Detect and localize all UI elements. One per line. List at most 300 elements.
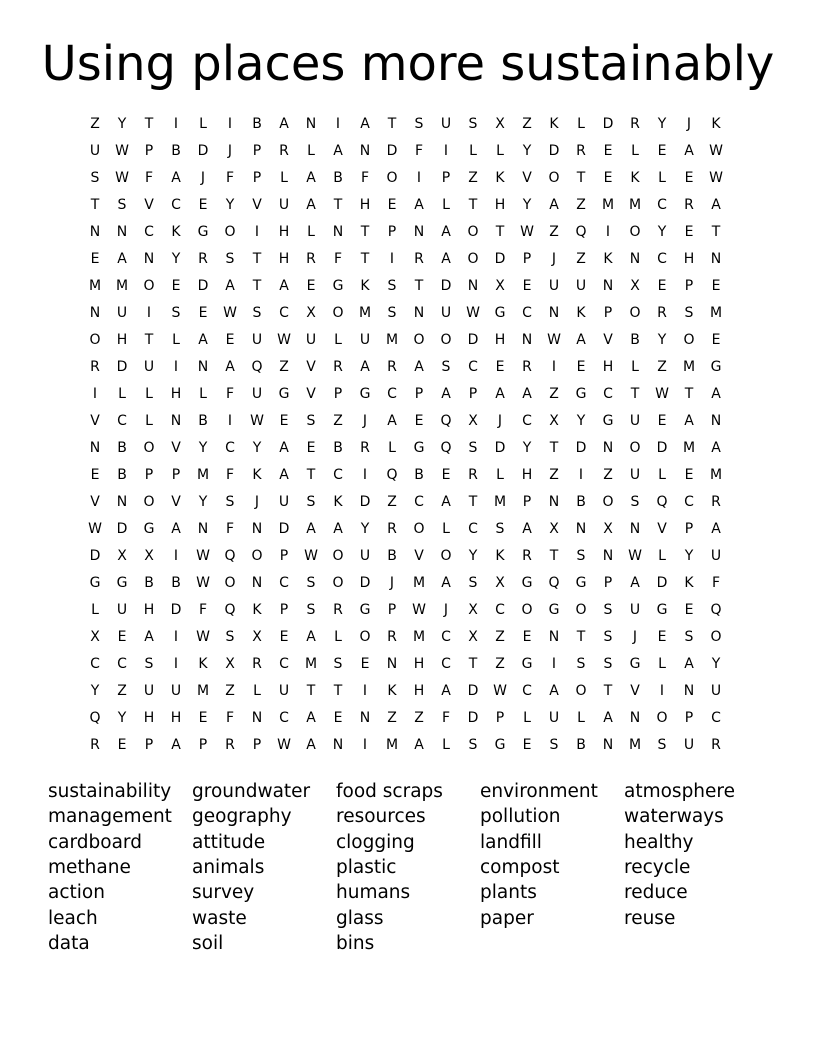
word-list-item: clogging: [336, 831, 415, 853]
grid-letter: S: [387, 305, 397, 321]
grid-letter: I: [362, 467, 368, 483]
grid-letter: G: [548, 602, 560, 618]
grid-letter: E: [684, 602, 694, 618]
word-list-item: waste: [192, 907, 247, 929]
grid-letter: L: [334, 629, 342, 645]
grid-letter: H: [170, 386, 182, 402]
grid-letter: E: [657, 278, 667, 294]
grid-letter: C: [279, 305, 289, 321]
grid-letter: O: [683, 332, 695, 348]
grid-letter: L: [658, 548, 666, 564]
grid-letter: P: [414, 386, 424, 402]
grid-letter: U: [251, 386, 263, 402]
grid-letter: A: [198, 332, 208, 348]
grid-letter: J: [362, 413, 368, 429]
grid-letter: D: [89, 548, 101, 564]
grid-letter: N: [197, 359, 209, 375]
grid-letter: O: [629, 224, 641, 240]
grid-letter: O: [332, 305, 344, 321]
grid-letter: A: [306, 170, 316, 186]
grid-letter: U: [683, 737, 695, 753]
grid-letter: H: [413, 656, 425, 672]
grid-letter: D: [170, 602, 182, 618]
grid-letter: O: [467, 224, 479, 240]
grid-row: [82, 408, 730, 435]
grid-letter: N: [89, 224, 101, 240]
grid-letter: Y: [198, 440, 208, 456]
grid-letter: O: [656, 710, 668, 726]
word-list-item: methane: [48, 856, 131, 878]
grid-letter: D: [494, 440, 506, 456]
grid-letter: E: [657, 413, 667, 429]
grid-letter: R: [225, 737, 235, 753]
grid-letter: U: [278, 494, 290, 510]
word-list-item: soil: [192, 932, 224, 954]
grid-letter: T: [360, 251, 370, 267]
grid-letter: S: [414, 116, 424, 132]
grid-letter: E: [603, 170, 613, 186]
word-list-item: recycle: [624, 856, 691, 878]
grid-letter: T: [144, 116, 154, 132]
grid-letter: F: [225, 710, 235, 726]
grid-letter: S: [576, 548, 586, 564]
grid-letter: Q: [656, 494, 668, 510]
grid-letter: A: [225, 278, 235, 294]
grid-letter: E: [441, 467, 451, 483]
grid-letter: L: [388, 440, 396, 456]
grid-letter: P: [333, 386, 343, 402]
grid-letter: S: [90, 170, 100, 186]
grid-row: [82, 165, 730, 192]
grid-letter: E: [198, 197, 208, 213]
grid-letter: L: [442, 737, 450, 753]
grid-letter: E: [90, 467, 100, 483]
grid-letter: Y: [252, 440, 262, 456]
grid-letter: M: [88, 278, 102, 294]
grid-letter: I: [335, 116, 341, 132]
grid-letter: E: [657, 629, 667, 645]
grid-row: [82, 246, 730, 273]
grid-letter: N: [629, 710, 641, 726]
grid-letter: P: [603, 575, 613, 591]
grid-letter: M: [385, 737, 399, 753]
grid-letter: U: [548, 278, 560, 294]
grid-letter: N: [629, 521, 641, 537]
grid-letter: W: [196, 629, 210, 645]
grid-letter: O: [575, 602, 587, 618]
grid-row: [82, 138, 730, 165]
grid-letter: P: [252, 170, 262, 186]
grid-letter: E: [495, 359, 505, 375]
grid-letter: P: [279, 602, 289, 618]
grid-letter: W: [115, 143, 129, 159]
word-list-item: healthy: [624, 831, 694, 853]
grid-letter: N: [467, 278, 479, 294]
grid-letter: Y: [171, 251, 181, 267]
grid-letter: C: [468, 359, 478, 375]
grid-letter: W: [709, 143, 723, 159]
grid-row: [82, 678, 730, 705]
grid-row: [82, 462, 730, 489]
word-list-item: plastic: [336, 856, 397, 878]
grid-letter: N: [710, 251, 722, 267]
grid-letter: G: [602, 413, 614, 429]
grid-letter: S: [225, 251, 235, 267]
grid-letter: D: [548, 143, 560, 159]
grid-letter: I: [173, 656, 179, 672]
grid-letter: G: [494, 737, 506, 753]
grid-letter: L: [469, 143, 477, 159]
grid-letter: Y: [360, 521, 370, 537]
grid-letter: S: [630, 494, 640, 510]
grid-letter: G: [197, 224, 209, 240]
grid-row: [82, 435, 730, 462]
grid-letter: G: [89, 575, 101, 591]
grid-letter: U: [278, 683, 290, 699]
grid-letter: N: [521, 332, 533, 348]
grid-letter: Q: [548, 575, 560, 591]
grid-letter: Y: [657, 116, 667, 132]
grid-letter: O: [710, 629, 722, 645]
grid-letter: R: [90, 737, 100, 753]
grid-letter: L: [442, 521, 450, 537]
grid-letter: A: [495, 386, 505, 402]
grid-row: [82, 543, 730, 570]
grid-letter: Q: [224, 548, 236, 564]
grid-letter: Z: [603, 467, 613, 483]
grid-letter: N: [89, 305, 101, 321]
grid-letter: X: [468, 602, 478, 618]
word-list-item: geography: [192, 806, 292, 828]
grid-letter: T: [549, 440, 559, 456]
grid-letter: P: [441, 170, 451, 186]
grid-letter: I: [92, 386, 98, 402]
grid-letter: I: [605, 224, 611, 240]
grid-letter: S: [549, 737, 559, 753]
grid-letter: W: [277, 332, 291, 348]
grid-letter: N: [89, 440, 101, 456]
grid-letter: M: [709, 305, 723, 321]
grid-letter: H: [278, 251, 290, 267]
grid-letter: P: [279, 548, 289, 564]
grid-letter: Z: [576, 251, 586, 267]
grid-letter: K: [549, 116, 559, 132]
grid-row: [82, 192, 730, 219]
grid-letter: J: [551, 251, 557, 267]
grid-letter: G: [521, 656, 533, 672]
grid-letter: N: [116, 494, 128, 510]
grid-letter: I: [659, 683, 665, 699]
grid-letter: Z: [117, 683, 127, 699]
grid-letter: S: [468, 575, 478, 591]
grid-letter: A: [117, 251, 127, 267]
grid-letter: M: [196, 683, 210, 699]
grid-letter: C: [468, 521, 478, 537]
grid-letter: W: [709, 170, 723, 186]
grid-letter: Q: [89, 710, 101, 726]
grid-letter: L: [307, 224, 315, 240]
grid-letter: G: [494, 305, 506, 321]
grid-letter: W: [88, 521, 102, 537]
grid-letter: E: [522, 737, 532, 753]
grid-letter: A: [441, 575, 451, 591]
grid-letter: P: [387, 224, 397, 240]
grid-letter: V: [603, 332, 613, 348]
grid-letter: T: [495, 224, 505, 240]
grid-letter: F: [333, 251, 343, 267]
grid-letter: G: [629, 656, 641, 672]
grid-letter: V: [630, 683, 640, 699]
word-list-item: reuse: [624, 907, 676, 929]
grid-letter: W: [412, 602, 426, 618]
grid-letter: A: [333, 143, 343, 159]
word-list-item: animals: [192, 856, 265, 878]
grid-letter: I: [551, 359, 557, 375]
grid-row: [82, 651, 730, 678]
grid-letter: W: [115, 170, 129, 186]
grid-letter: A: [684, 143, 694, 159]
grid-letter: C: [117, 413, 127, 429]
grid-letter: N: [575, 521, 587, 537]
grid-letter: R: [252, 656, 262, 672]
grid-letter: S: [468, 440, 478, 456]
grid-letter: A: [306, 710, 316, 726]
grid-letter: Y: [522, 143, 532, 159]
grid-letter: G: [116, 575, 128, 591]
grid-letter: L: [172, 332, 180, 348]
grid-letter: A: [306, 197, 316, 213]
grid-letter: N: [305, 116, 317, 132]
grid-letter: C: [279, 656, 289, 672]
grid-row: [82, 381, 730, 408]
grid-letter: T: [576, 629, 586, 645]
grid-letter: U: [116, 602, 128, 618]
grid-letter: N: [548, 629, 560, 645]
grid-letter: I: [443, 143, 449, 159]
grid-letter: O: [629, 440, 641, 456]
grid-letter: E: [711, 332, 721, 348]
grid-letter: H: [413, 683, 425, 699]
word-column: [336, 779, 476, 956]
grid-letter: L: [631, 359, 639, 375]
grid-letter: T: [333, 197, 343, 213]
grid-letter: A: [414, 197, 424, 213]
grid-letter: S: [144, 656, 154, 672]
grid-row: [82, 354, 730, 381]
grid-letter: T: [360, 224, 370, 240]
grid-row: [82, 516, 730, 543]
grid-row: [82, 732, 730, 759]
grid-letter: D: [386, 143, 398, 159]
grid-letter: K: [630, 170, 640, 186]
grid-letter: X: [252, 629, 262, 645]
grid-letter: B: [252, 116, 262, 132]
grid-letter: S: [495, 521, 505, 537]
grid-letter: J: [443, 602, 449, 618]
grid-letter: C: [117, 656, 127, 672]
grid-letter: M: [682, 359, 696, 375]
grid-letter: S: [306, 575, 316, 591]
grid-letter: M: [628, 197, 642, 213]
grid-letter: R: [684, 197, 694, 213]
grid-letter: L: [658, 467, 666, 483]
grid-letter: L: [199, 116, 207, 132]
grid-letter: Q: [440, 413, 452, 429]
grid-letter: R: [387, 521, 397, 537]
grid-letter: M: [304, 656, 318, 672]
grid-letter: N: [251, 710, 263, 726]
grid-letter: Z: [657, 359, 667, 375]
grid-letter: U: [548, 710, 560, 726]
grid-letter: E: [360, 656, 370, 672]
grid-letter: F: [414, 143, 424, 159]
grid-letter: L: [280, 170, 288, 186]
grid-letter: D: [575, 440, 587, 456]
word-column: [192, 779, 332, 956]
grid-letter: B: [576, 494, 586, 510]
grid-letter: Z: [90, 116, 100, 132]
grid-letter: A: [711, 197, 721, 213]
grid-letter: R: [657, 305, 667, 321]
grid-letter: J: [686, 116, 692, 132]
grid-letter: E: [225, 332, 235, 348]
grid-letter: L: [496, 143, 504, 159]
grid-letter: Y: [468, 548, 478, 564]
grid-letter: P: [198, 737, 208, 753]
grid-letter: I: [173, 116, 179, 132]
grid-letter: A: [414, 359, 424, 375]
word-column: [48, 779, 188, 956]
grid-letter: B: [576, 737, 586, 753]
grid-letter: A: [306, 521, 316, 537]
grid-letter: S: [468, 737, 478, 753]
grid-letter: G: [575, 575, 587, 591]
grid-letter: P: [468, 386, 478, 402]
word-list-item: atmosphere: [624, 781, 735, 802]
grid-letter: I: [173, 548, 179, 564]
grid-letter: N: [143, 251, 155, 267]
grid-letter: P: [603, 305, 613, 321]
grid-letter: C: [279, 575, 289, 591]
grid-letter: U: [251, 332, 263, 348]
grid-letter: S: [468, 116, 478, 132]
grid-letter: C: [522, 683, 532, 699]
grid-letter: W: [196, 548, 210, 564]
grid-letter: Y: [684, 548, 694, 564]
grid-letter: K: [171, 224, 181, 240]
grid-letter: L: [577, 116, 585, 132]
grid-letter: B: [333, 170, 343, 186]
grid-letter: O: [386, 170, 398, 186]
grid-letter: T: [468, 494, 478, 510]
grid-letter: S: [603, 629, 613, 645]
grid-letter: U: [305, 332, 317, 348]
grid-letter: O: [440, 332, 452, 348]
grid-letter: M: [412, 575, 426, 591]
grid-letter: J: [254, 494, 260, 510]
grid-letter: C: [495, 602, 505, 618]
grid-letter: J: [200, 170, 206, 186]
word-column: [480, 779, 620, 931]
grid-letter: U: [278, 197, 290, 213]
grid-letter: W: [628, 548, 642, 564]
grid-letter: N: [170, 413, 182, 429]
grid-letter: E: [306, 278, 316, 294]
grid-letter: A: [522, 521, 532, 537]
grid-letter: L: [523, 710, 531, 726]
grid-letter: B: [144, 575, 154, 591]
grid-letter: P: [144, 467, 154, 483]
grid-letter: X: [549, 521, 559, 537]
grid-letter: O: [143, 494, 155, 510]
grid-letter: I: [173, 359, 179, 375]
grid-letter: N: [548, 494, 560, 510]
word-list-item: glass: [336, 907, 384, 929]
grid-letter: T: [549, 548, 559, 564]
grid-letter: G: [278, 386, 290, 402]
word-list-item: survey: [192, 882, 255, 904]
grid-letter: O: [575, 683, 587, 699]
grid-letter: J: [227, 143, 233, 159]
grid-letter: E: [711, 278, 721, 294]
grid-letter: W: [466, 305, 480, 321]
grid-letter: S: [306, 602, 316, 618]
grid-letter: Z: [414, 710, 424, 726]
grid-letter: S: [603, 656, 613, 672]
grid-letter: W: [520, 224, 534, 240]
grid-letter: K: [495, 170, 505, 186]
grid-letter: D: [656, 440, 668, 456]
grid-letter: Q: [575, 224, 587, 240]
grid-letter: O: [413, 332, 425, 348]
grid-letter: P: [495, 710, 505, 726]
grid-letter: D: [116, 359, 128, 375]
grid-letter: G: [143, 521, 155, 537]
grid-letter: V: [252, 197, 262, 213]
grid-letter: A: [441, 683, 451, 699]
grid-row: [82, 624, 730, 651]
grid-letter: W: [304, 548, 318, 564]
grid-letter: U: [143, 683, 155, 699]
grid-letter: D: [602, 116, 614, 132]
grid-letter: X: [603, 521, 613, 537]
word-list-item: landfill: [480, 831, 542, 853]
grid-letter: C: [171, 197, 181, 213]
grid-letter: T: [90, 197, 100, 213]
grid-letter: F: [225, 467, 235, 483]
grid-letter: A: [684, 413, 694, 429]
grid-letter: P: [144, 143, 154, 159]
grid-letter: X: [549, 413, 559, 429]
grid-letter: C: [90, 656, 100, 672]
grid-letter: A: [279, 440, 289, 456]
grid-letter: P: [144, 737, 154, 753]
grid-letter: O: [143, 440, 155, 456]
grid-letter: V: [657, 521, 667, 537]
grid-letter: M: [601, 197, 615, 213]
grid-letter: C: [603, 386, 613, 402]
grid-letter: R: [306, 251, 316, 267]
grid-letter: K: [198, 656, 208, 672]
grid-letter: Y: [522, 197, 532, 213]
grid-letter: A: [333, 521, 343, 537]
grid-letter: T: [414, 278, 424, 294]
grid-letter: X: [495, 278, 505, 294]
grid-letter: N: [602, 737, 614, 753]
grid-letter: E: [279, 629, 289, 645]
grid-letter: P: [522, 251, 532, 267]
grid-letter: I: [389, 251, 395, 267]
